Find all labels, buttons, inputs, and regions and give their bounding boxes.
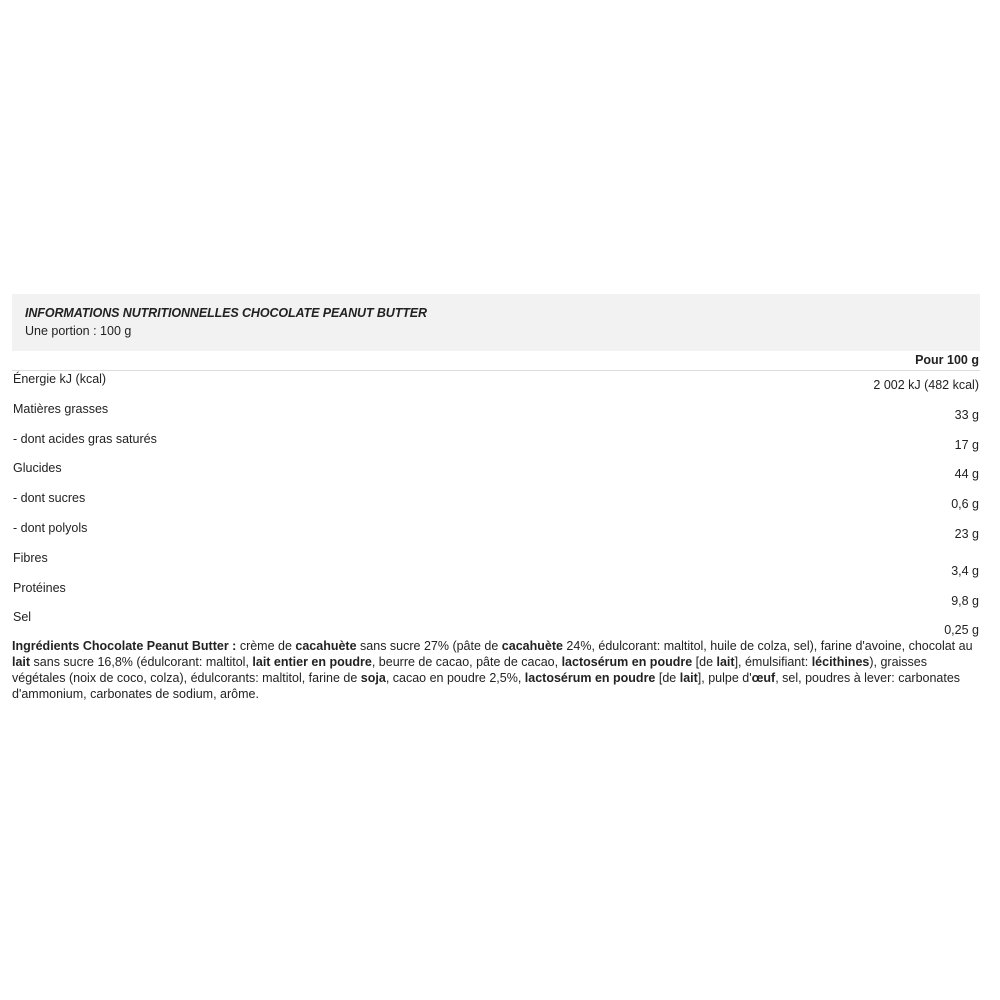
allergen-highlight: lactosérum en poudre (561, 655, 693, 669)
ingredients-text (12, 638, 982, 702)
nutrition-table (12, 371, 980, 639)
row-value: 2 002 kJ (482 kcal) (873, 378, 979, 392)
row-label: Glucides (13, 461, 62, 476)
row-label: - dont acides gras saturés (13, 431, 157, 446)
row-value: 9,8 g (951, 593, 979, 608)
table-row (12, 490, 980, 520)
row-label: Fibres (13, 550, 48, 565)
row-value: 0,25 g (944, 623, 979, 638)
table-row (12, 431, 980, 461)
table-row (12, 371, 980, 401)
row-value: 17 g (954, 437, 979, 452)
ingredients-segment: ), graisses végétales (noix de coco, colza), édulcorants: maltitol, farine de (12, 655, 928, 685)
ingredients-segment: sans sucre 16,8% (édulcorant: maltitol, (30, 655, 253, 669)
ingredients-segment: , beurre de cacao, pâte de cacao, (371, 655, 562, 669)
table-row (12, 520, 980, 550)
nutrition-header (12, 294, 980, 351)
ingredients-segment: crème de (236, 639, 296, 653)
ingredients-segment: sans sucre 27% (pâte de (356, 639, 502, 653)
ingredients-segment: ], pulpe d' (697, 671, 752, 685)
row-label: Matières grasses (13, 401, 109, 416)
table-row (12, 609, 980, 639)
allergen-highlight: lait entier en poudre (252, 655, 372, 669)
ingredients-segment: [de (692, 655, 717, 669)
row-value: 23 g (954, 526, 979, 541)
row-label: Protéines (13, 580, 66, 595)
row-value: 44 g (954, 467, 979, 482)
row-value: 0,6 g (951, 497, 979, 512)
allergen-highlight: lait (716, 655, 735, 669)
table-row (12, 550, 980, 580)
ingredients-segment: , sel, poudres à lever: carbonates d'ammonium, carbonates de sodium, arôme. (12, 671, 961, 701)
allergen-highlight: lactosérum en poudre (524, 671, 656, 685)
ingredients-segment: 24%, édulcorant: maltitol, huile de colza, sel), farine d'avoine, chocolat au (562, 639, 973, 653)
ingredients-segment: , cacao en poudre 2,5%, (385, 671, 525, 685)
ingredients-label: Ingrédients Chocolate Peanut Butter : (12, 639, 237, 653)
allergen-highlight: œuf (751, 671, 776, 685)
allergen-highlight: cacahuète (501, 639, 563, 653)
row-label: - dont sucres (13, 491, 86, 506)
row-value: 33 g (954, 407, 979, 422)
row-label: Sel (13, 610, 32, 625)
portion-size: Une portion : 100 g (25, 324, 132, 338)
nutrition-title: INFORMATIONS NUTRITIONNELLES CHOCOLATE PEANUT BUTTER (25, 306, 427, 320)
ingredients-segment: ], émulsifiant: (734, 655, 812, 669)
allergen-highlight: cacahuète (295, 639, 357, 653)
column-header-per-100g: Pour 100 g (915, 353, 979, 367)
table-row (12, 460, 980, 490)
ingredients-segment: [de (655, 671, 680, 685)
row-label: Énergie kJ (kcal) (13, 372, 107, 386)
allergen-highlight: lécithines (811, 655, 870, 669)
allergen-highlight: soja (360, 671, 386, 685)
row-label: - dont polyols (13, 520, 88, 535)
row-value: 3,4 g (951, 563, 979, 578)
allergen-highlight: lait (679, 671, 698, 685)
table-row (12, 401, 980, 431)
table-row (12, 580, 980, 610)
allergen-highlight: lait (12, 655, 31, 669)
